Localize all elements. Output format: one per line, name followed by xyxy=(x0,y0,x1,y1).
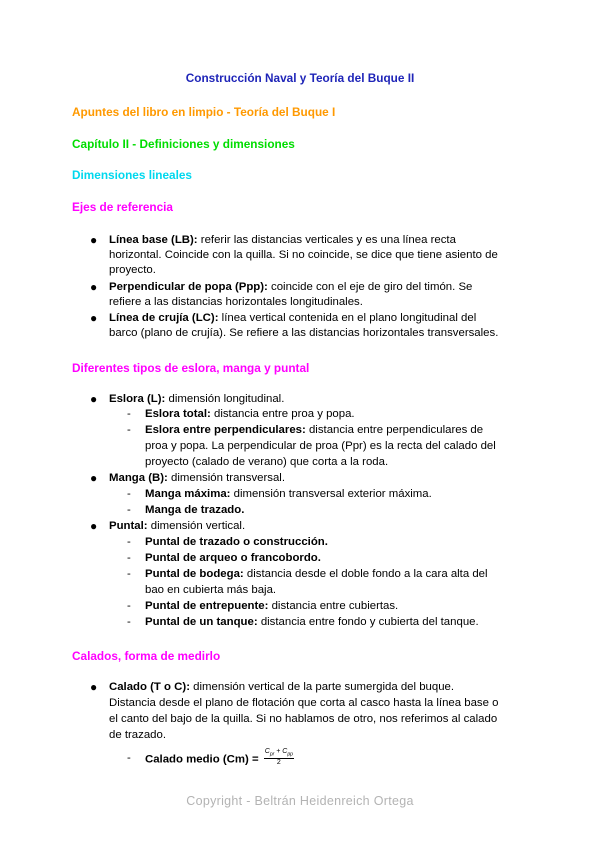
bullet-icon: ● xyxy=(90,519,98,533)
bullet-icon: ● xyxy=(90,471,98,485)
dash-icon: - xyxy=(127,504,131,516)
sub-item-calado-medio: Calado medio (Cm) = $\frac{C_{pr} + C_{pp}}{2}$ xyxy=(145,748,293,767)
list-item-perpendicular-popa: Perpendicular de popa (Ppp): coincide con el eje de giro del timón. Se xyxy=(109,281,473,293)
dash-icon: - xyxy=(127,408,131,420)
dash-icon: - xyxy=(127,552,131,564)
sub-item-manga-trazado: Manga de trazado. xyxy=(145,504,245,516)
formula-fraction: $\frac{C_{pr} + C_{pp}}{2}$ xyxy=(264,748,293,767)
list-item-linea-crujia: Línea de crujía (LC): línea vertical contenida en el plano longitudinal del xyxy=(109,312,477,324)
text-line: barco (plano de crujía). Se refiere a las distancias horizontales transversales. xyxy=(109,327,499,339)
text-line: el canto del bajo de la quilla. Si no hablamos de otro, nos referimos al calado xyxy=(109,713,498,725)
dash-icon: - xyxy=(127,424,131,436)
dash-icon: - xyxy=(127,616,131,628)
bullet-icon: ● xyxy=(90,680,98,694)
text-line: refiere a las distancias horizontales longitudinales. xyxy=(109,296,363,308)
sub-item-puntal-arqueo: Puntal de arqueo o francobordo. xyxy=(145,552,321,564)
text-line: Distancia desde el plano de flotación que corta al casco hasta la línea base o xyxy=(109,697,499,709)
document-title: Construcción Naval y Teoría del Buque II xyxy=(185,71,415,85)
sub-item-puntal-entrepuente: Puntal de entrepuente: distancia entre cubiertas. xyxy=(145,600,399,612)
list-item-manga: Manga (B): dimensión transversal. xyxy=(109,472,285,484)
bullet-icon: ● xyxy=(90,233,98,247)
sub-item-puntal-bodega: Puntal de bodega: distancia desde el doble fondo a la cara alta del xyxy=(145,568,488,580)
heading-calados: Calados, forma de medirlo xyxy=(72,649,221,663)
heading-tipos: Diferentes tipos de eslora, manga y puntal xyxy=(72,361,310,375)
sub-item-eslora-perpendiculares: Eslora entre perpendiculares: distancia entre perpendiculares de xyxy=(145,424,484,436)
text-line: proyecto (calado de verano) que corta a la roda. xyxy=(145,456,389,468)
copyright-footer: Copyright - Beltrán Heidenreich Ortega xyxy=(186,794,414,808)
list-item-calado: Calado (T o C): dimensión vertical de la parte sumergida del buque. xyxy=(109,681,455,693)
bullet-icon: ● xyxy=(90,392,98,406)
bullet-icon: ● xyxy=(90,280,98,294)
heading-ejes: Ejes de referencia xyxy=(72,200,173,214)
text-line: de trazado. xyxy=(109,729,166,741)
heading-dimensiones: Dimensiones lineales xyxy=(72,168,192,182)
sub-item-manga-maxima: Manga máxima: dimensión transversal exterior máxima. xyxy=(145,488,432,500)
sub-item-puntal-trazado: Puntal de trazado o construcción. xyxy=(145,536,328,548)
dash-icon: - xyxy=(127,568,131,580)
heading-capitulo: Capítulo II - Definiciones y dimensiones xyxy=(72,137,295,151)
text-line: bao en cubierta más baja. xyxy=(145,584,277,596)
dash-icon: - xyxy=(127,488,131,500)
list-item-puntal: Puntal: dimensión vertical. xyxy=(109,520,246,532)
dash-icon: - xyxy=(127,600,131,612)
text-line: horizontal. Coincide con la quilla. Si no coincide, se dice que tiene asiento de xyxy=(109,249,498,261)
list-item-eslora: Eslora (L): dimensión longitudinal. xyxy=(109,393,285,405)
sub-item-puntal-tanque: Puntal de un tanque: distancia entre fondo y cubierta del tanque. xyxy=(145,616,479,628)
sub-item-eslora-total: Eslora total: distancia entre proa y popa. xyxy=(145,408,355,420)
bullet-icon: ● xyxy=(90,311,98,325)
list-item-linea-base: Línea base (LB): referir las distancias verticales y es una línea recta xyxy=(109,234,456,246)
dash-icon: - xyxy=(127,752,131,764)
dash-icon: - xyxy=(127,536,131,548)
text-line: proa y popa. La perpendicular de proa (Ppr) es la recta del calado del xyxy=(145,440,496,452)
heading-apuntes: Apuntes del libro en limpio - Teoría del Buque I xyxy=(72,105,336,119)
text-line: proyecto. xyxy=(109,264,156,276)
